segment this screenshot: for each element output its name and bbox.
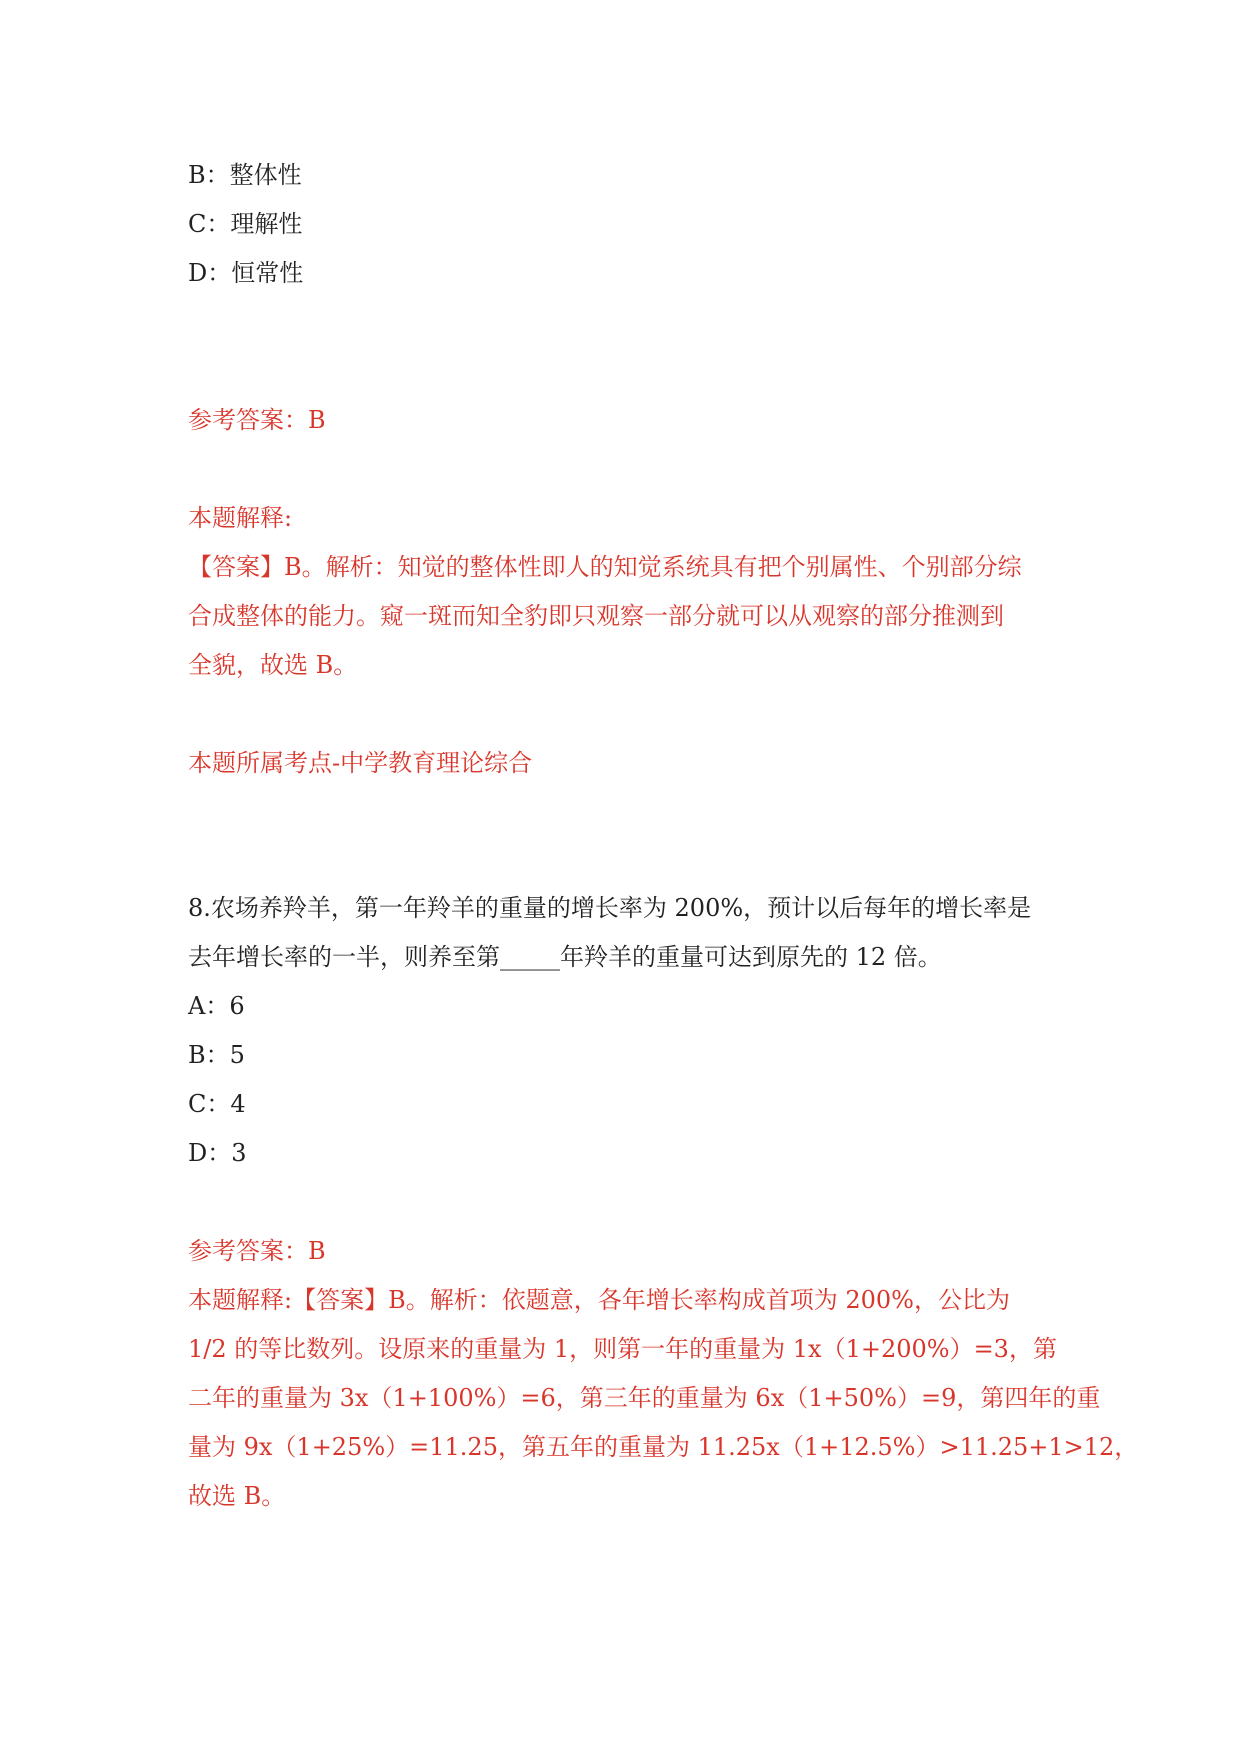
topic-label: 本题所属考点-中学教育理论综合 (188, 749, 533, 777)
option-c: C：4 (188, 1090, 246, 1118)
reference-answer: 参考答案：B (188, 406, 326, 434)
explanation-line: 二年的重量为 3x（1+100%）=6，第三年的重量为 6x（1+50%）=9，第四年的重 (188, 1384, 1101, 1412)
explanation-line: 全貌，故选 B。 (188, 651, 358, 679)
explanation-line: 1/2 的等比数列。设原来的重量为 1，则第一年的重量为 1x（1+200%）=3，第 (188, 1335, 1057, 1363)
explanation-line: 量为 9x（1+25%）=11.25，第五年的重量为 11.25x（1+12.5%）>11.25+1>12， (188, 1433, 1139, 1461)
question-stem: 8.农场养羚羊，第一年羚羊的重量的增长率为 200%，预计以后每年的增长率是 (188, 894, 1032, 922)
explanation-line: 【答案】B。解析：知觉的整体性即人的知觉系统具有把个别属性、个别部分综 (188, 553, 1022, 581)
explanation-line: 故选 B。 (188, 1482, 286, 1510)
explanation-label: 本题解释: (188, 504, 293, 532)
option-b: B：整体性 (188, 161, 302, 189)
option-d: D：恒常性 (188, 259, 304, 287)
explanation-line: 本题解释:【答案】B。解析：依题意，各年增长率构成首项为 200%，公比为 (188, 1286, 1010, 1314)
reference-answer: 参考答案：B (188, 1237, 326, 1265)
explanation-line: 合成整体的能力。窥一斑而知全豹即只观察一部分就可以从观察的部分推测到 (188, 602, 1004, 630)
option-c: C：理解性 (188, 210, 303, 238)
option-a: A：6 (188, 992, 245, 1020)
question-stem: 去年增长率的一半，则养至第_____年羚羊的重量可达到原先的 12 倍。 (188, 943, 942, 971)
option-d: D：3 (188, 1139, 247, 1167)
option-b: B：5 (188, 1041, 245, 1069)
